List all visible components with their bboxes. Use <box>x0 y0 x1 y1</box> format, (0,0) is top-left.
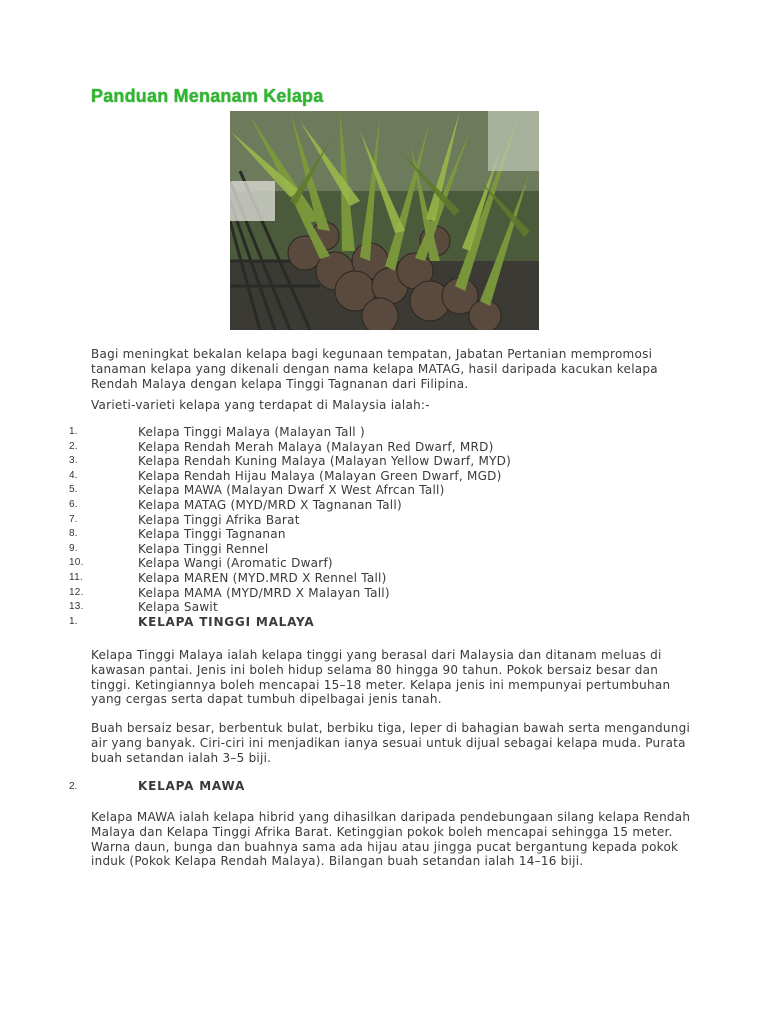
varieties-list <box>0 425 768 629</box>
section1-paragraph-1: Kelapa Tinggi Malaya ialah kelapa tinggi yang berasal dari Malaysia dan ditanam meluas di kawasan pantai. Jenis ini boleh hidup selama 80 hingga 90 tahun. Pokok bersaiz besar dan tinggi. Ketingiannya boleh mencapai 15–18 meter. Kelapa jenis ini mempunyai pertumbuhan yang cergas serta dapat tumbuh dipelbagai jenis tanah. <box>91 648 671 707</box>
list-item: 7. Kelapa Tinggi Afrika Barat <box>69 512 300 527</box>
coconut-seedlings-photo <box>230 111 539 330</box>
list-item: 5. Kelapa MAWA (Malayan Dwarf X West Afrcan Tall) <box>69 483 445 498</box>
page-title: Panduan Menanam Kelapa <box>91 86 324 106</box>
section2-paragraph-1: Kelapa MAWA ialah kelapa hibrid yang dihasilkan daripada pendebungaan silang kelapa Rendah Malaya dan Kelapa Tinggi Afrika Barat. Ketinggian pokok boleh mencapai sehingga 15 meter. Warna daun, bunga dan buahnya sama ada hijau atau jingga pucat bergantung kepada pokok induk (Pokok Kelapa Rendah Malaya). Bilangan buah setandan ialah 14–16 biji. <box>91 810 691 869</box>
list-item: 10. Kelapa Wangi (Aromatic Dwarf) <box>69 556 333 571</box>
section-heading-kelapa-mawa: 2. KELAPA MAWA <box>69 779 246 793</box>
list-item: 13. Kelapa Sawit <box>69 600 218 615</box>
varieties-intro: Varieti-varieti kelapa yang terdapat di Malaysia ialah:- <box>91 398 430 412</box>
list-item: 11. Kelapa MAREN (MYD.MRD X Rennel Tall) <box>69 570 387 585</box>
list-item: 4. Kelapa Rendah Hijau Malaya (Malayan Green Dwarf, MGD) <box>69 468 502 483</box>
section-heading-kelapa-tinggi-malaya: 1. KELAPA TINGGI MALAYA <box>69 614 315 629</box>
section1-paragraph-2: Buah bersaiz besar, berbentuk bulat, berbiku tiga, leper di bahagian bawah serta mengandungi air yang banyak. Ciri-ciri ini menjadikan ianya sesuai untuk dijual sebagai kelapa muda. Purata buah setandan ialah 3–5 biji. <box>91 721 691 765</box>
list-item: 8. Kelapa Tinggi Tagnanan <box>69 527 286 542</box>
list-item: 12. Kelapa MAMA (MYD/MRD X Malayan Tall) <box>69 585 390 600</box>
list-item: 2. Kelapa Rendah Merah Malaya (Malayan Red Dwarf, MRD) <box>69 439 494 454</box>
list-item: 1. Kelapa Tinggi Malaya (Malayan Tall ) <box>69 425 365 439</box>
intro-paragraph: Bagi meningkat bekalan kelapa bagi kegunaan tempatan, Jabatan Pertanian mempromosi tanaman kelapa yang dikenali dengan nama kelapa MATAG, hasil daripada kacukan kelapa Rendah Malaya dengan kelapa Tinggi Tagnanan dari Filipina. <box>91 347 658 391</box>
list-item: 6. Kelapa MATAG (MYD/MRD X Tagnanan Tall) <box>69 497 402 512</box>
list-item: 9. Kelapa Tinggi Rennel <box>69 541 269 556</box>
list-item: 3. Kelapa Rendah Kuning Malaya (Malayan Yellow Dwarf, MYD) <box>69 454 512 469</box>
